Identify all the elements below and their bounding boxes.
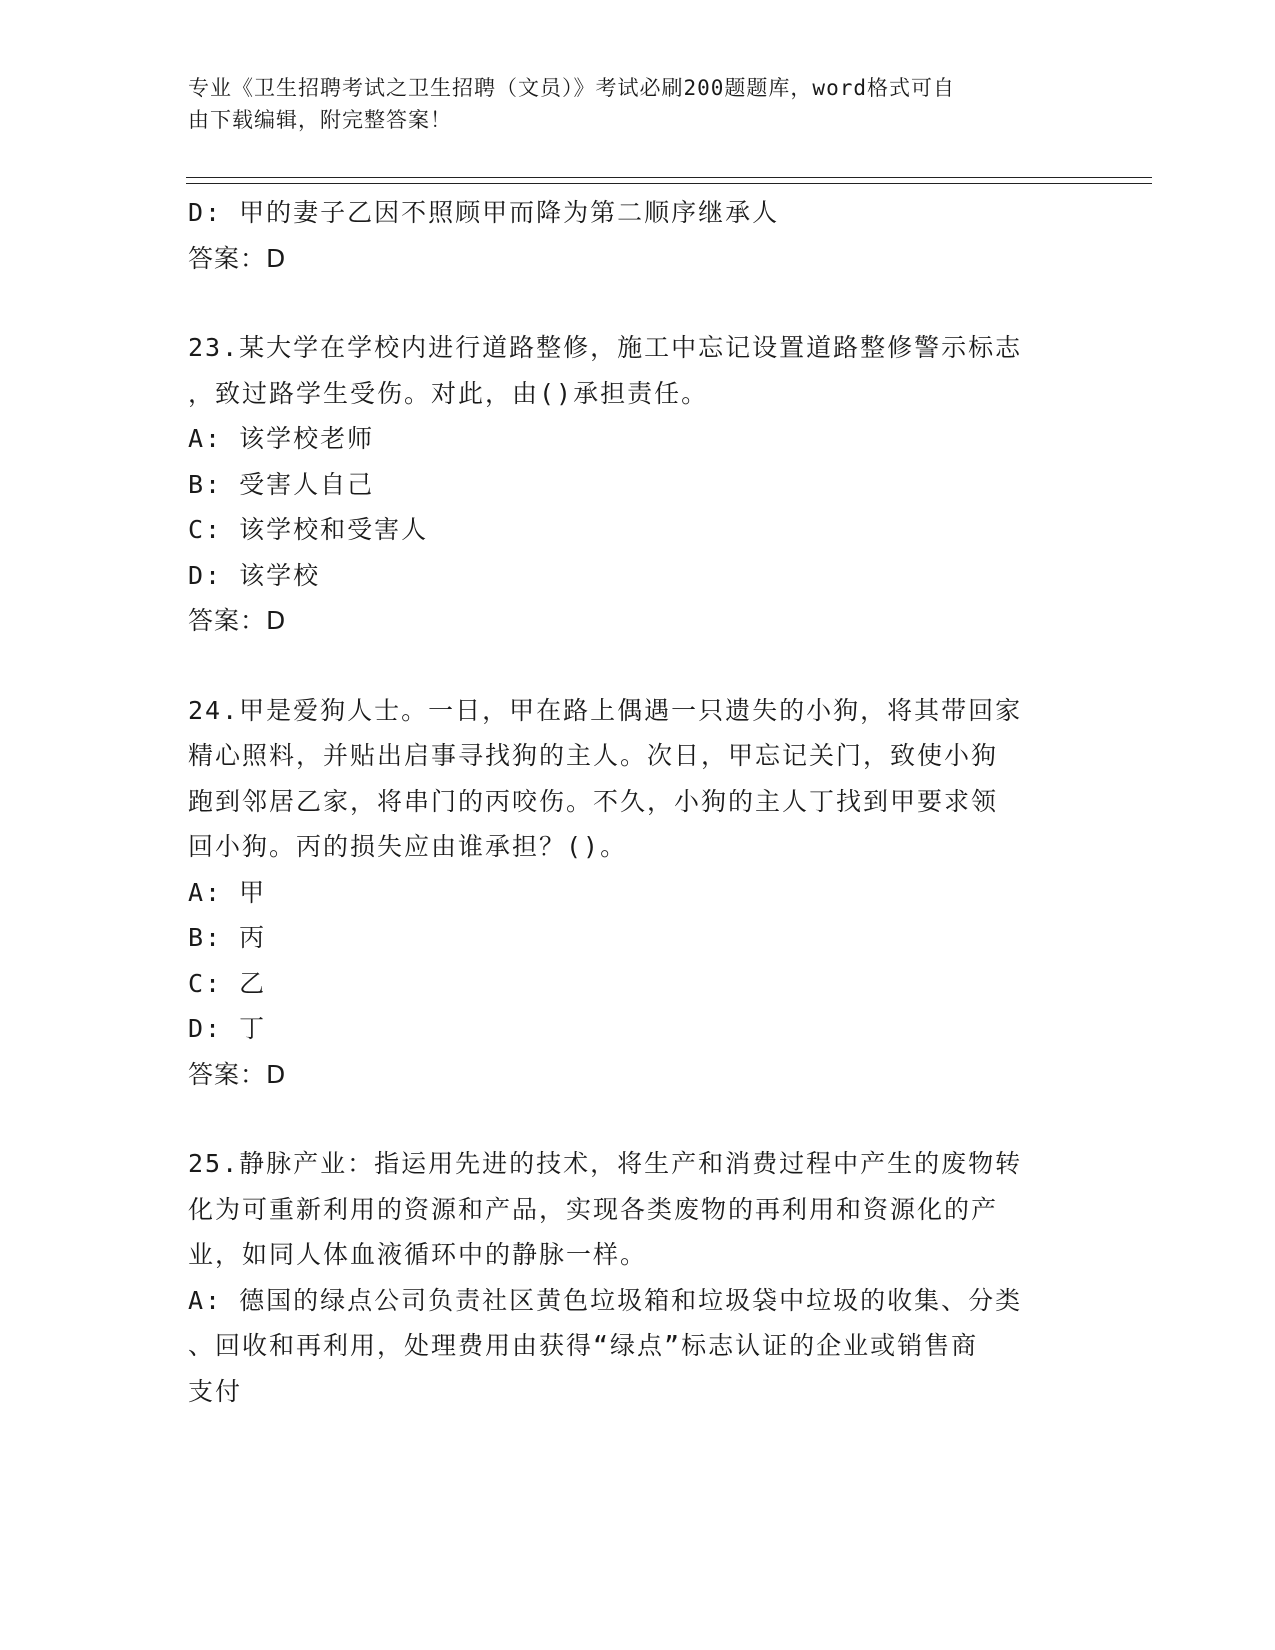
page-header	[188, 72, 1068, 136]
question-25	[188, 1141, 1088, 1414]
question-line: 业，如同人体血液循环中的静脉一样。	[188, 1240, 648, 1269]
header-divider	[186, 177, 1152, 184]
option-c: C: 乙	[188, 968, 267, 998]
question-24	[188, 688, 1088, 1098]
header-line-2: 由下载编辑，附完整答案！	[188, 108, 452, 132]
previous-question-tail	[188, 190, 1088, 281]
option-a-continued: 、回收和再利用，处理费用由获得“绿点”标志认证的企业或销售商	[188, 1331, 979, 1360]
answer-line: 答案：D	[188, 1059, 287, 1089]
question-line: 24.甲是爱狗人士。一日，甲在路上偶遇一只遗失的小狗，将其带回家	[188, 695, 1023, 725]
option-b: B: 丙	[188, 923, 267, 952]
option-a: A: 该学校老师	[188, 424, 375, 453]
answer-line: 答案：D	[188, 606, 287, 635]
option-a: A: 甲	[188, 877, 267, 907]
document-body	[188, 190, 1088, 1414]
answer-line: 答案：D	[188, 243, 287, 273]
question-line: 化为可重新利用的资源和产品，实现各类废物的再利用和资源化的产	[188, 1194, 999, 1224]
question-23	[188, 325, 1088, 644]
question-line: 精心照料，并贴出启事寻找狗的主人。次日，甲忘记关门，致使小狗	[188, 741, 999, 770]
option-a: A: 德国的绿点公司负责社区黄色垃圾箱和垃圾袋中垃圾的收集、分类	[188, 1285, 1023, 1315]
option-a-continued: 支付	[188, 1376, 243, 1406]
question-line: 25.静脉产业：指运用先进的技术，将生产和消费过程中产生的废物转	[188, 1149, 1023, 1178]
question-text	[188, 688, 1088, 870]
header-line-1: 专业《卫生招聘考试之卫生招聘（文员）》考试必刷200题题库，word格式可自	[188, 76, 955, 100]
option-d: D: 丁	[188, 1014, 267, 1043]
question-text	[188, 325, 1088, 416]
option-c: C: 该学校和受害人	[188, 515, 429, 544]
question-line: 23.某大学在学校内进行道路整修，施工中忘记设置道路整修警示标志	[188, 333, 1023, 362]
question-line: 回小狗。丙的损失应由谁承担？()。	[188, 832, 628, 861]
option-b: B: 受害人自己	[188, 469, 375, 499]
question-line: ，致过路学生受伤。对此，由()承担责任。	[188, 378, 709, 408]
option-d: D: 该学校	[188, 560, 321, 590]
question-line: 跑到邻居乙家，将串门的丙咬伤。不久，小狗的主人丁找到甲要求领	[188, 786, 999, 816]
question-text	[188, 1141, 1088, 1278]
option-d: D: 甲的妻子乙因不照顾甲而降为第二顺序继承人	[188, 198, 780, 227]
